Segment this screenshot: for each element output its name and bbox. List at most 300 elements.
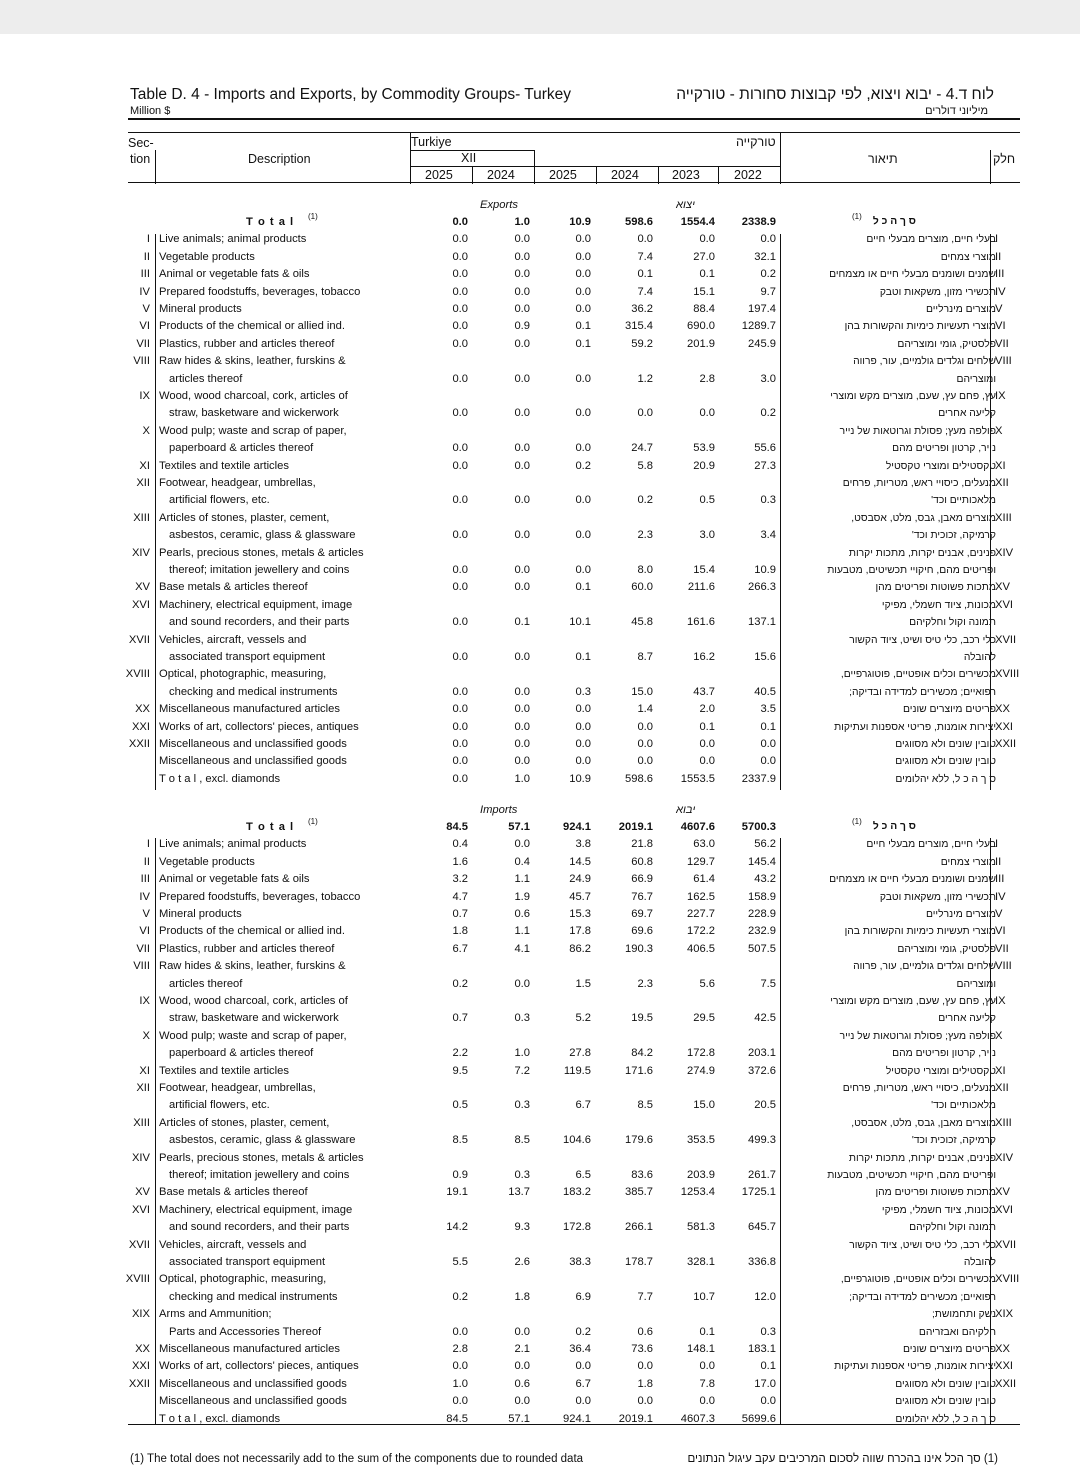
row-description: Machinery, electrical equipment, image: [159, 1203, 353, 1216]
row-description: Pearls, precious stones, metals & articles: [159, 1151, 364, 1164]
cell-value: 0.0: [452, 529, 468, 542]
cell-value: 0.3: [760, 1325, 776, 1338]
row-description-hebrew: פריטים מיוצרים שונים: [903, 1344, 996, 1355]
section-number-hebrew: XIV: [995, 546, 1014, 559]
cell-value: 10.9: [569, 772, 591, 785]
section-number-hebrew: V: [995, 908, 1003, 920]
row-description: and sound recorders, and their parts: [169, 616, 350, 629]
row-description-hebrew: מכשירים וכלים אופטיים, פוטוגרפיים,: [840, 669, 996, 681]
section-number: XX: [135, 703, 150, 716]
section-number-hebrew: X: [995, 424, 1003, 437]
cell-value: 1289.7: [741, 320, 776, 333]
cell-value: 0.0: [514, 250, 530, 263]
cell-value: 1.2: [637, 372, 653, 385]
section-number: IX: [139, 995, 150, 1007]
cell-value: 203.1: [748, 1047, 776, 1060]
cell-value: 0.0: [575, 1395, 591, 1408]
cell-value: 0.0: [452, 442, 468, 455]
cell-value: 0.3: [760, 494, 776, 507]
cell-value: 86.2: [569, 942, 591, 955]
cell-value: 59.2: [631, 337, 653, 350]
header-divider: [472, 166, 473, 184]
cell-value: 0.0: [452, 738, 468, 750]
cell-value: 53.9: [693, 442, 715, 455]
section-number-hebrew: XV: [995, 581, 1010, 594]
cell-value: 0.0: [575, 285, 591, 298]
cell-value: 336.8: [748, 1256, 776, 1268]
section-number-hebrew: V: [995, 303, 1003, 315]
cell-value: 119.5: [563, 1064, 591, 1077]
cell-value: 84.5: [446, 1412, 468, 1425]
row-description-hebrew: יצירות אומנות, פריטי אספנות ועתיקות: [834, 721, 996, 733]
cell-value: 9.3: [514, 1221, 530, 1234]
cell-value: 0.0: [452, 685, 468, 698]
cell-value: 0.0: [452, 233, 468, 246]
row-description: Mineral products: [159, 303, 242, 315]
cell-value: 0.0: [452, 616, 468, 629]
footnote-marker: (1): [852, 817, 862, 826]
section-number-hebrew: IX: [995, 995, 1006, 1007]
row-description: Base metals & articles thereof: [159, 581, 308, 594]
row-description-hebrew: ופריטים מהם, חיקויי תכשיטים, מטבעות: [827, 565, 996, 576]
section-number: X: [142, 424, 150, 437]
section-number: XVII: [128, 1238, 150, 1251]
row-description: Articles of stones, plaster, cement,: [159, 511, 330, 524]
hebrew-column-rule: [780, 838, 781, 1424]
cell-value: 315.4: [625, 320, 653, 333]
cell-value: 137.1: [748, 616, 776, 629]
section-number: XIV: [131, 546, 150, 559]
cell-value: 7.8: [699, 1377, 715, 1390]
section-number: XVI: [131, 1203, 150, 1216]
row-description-hebrew: נייר, קרטון ופריטים מהם: [892, 443, 996, 455]
cell-value: 0.0: [452, 285, 468, 298]
cell-value: 261.7: [748, 1169, 776, 1181]
cell-value: 499.3: [748, 1134, 776, 1147]
row-description: thereof; imitation jewellery and coins: [169, 564, 350, 576]
cell-value: 227.7: [687, 908, 715, 920]
section-number-hebrew: II: [995, 855, 1002, 868]
row-description-hebrew: ס ך ה כ ל, ללא יהלומים: [895, 1413, 996, 1425]
cell-value: 190.3: [625, 942, 653, 955]
cell-value: 1.8: [514, 1290, 530, 1303]
cell-value: 690.0: [687, 320, 715, 333]
row-description: Machinery, electrical equipment, image: [159, 598, 353, 611]
row-description-hebrew: עץ, פחם עץ, שעם, מוצרים מקש ומוצרי: [830, 996, 996, 1007]
row-description: T o t a l , excl. diamonds: [159, 772, 281, 785]
cell-value: 29.5: [693, 1012, 715, 1025]
cell-value: 2337.9: [741, 772, 776, 785]
cell-value: 1725.1: [741, 1186, 776, 1199]
section-column-rule: [155, 234, 156, 790]
cell-value: 0.4: [452, 838, 468, 851]
cell-value: 0.0: [514, 703, 530, 716]
year-header: 2024: [487, 168, 515, 182]
row-description: Miscellaneous and unclassified goods: [159, 1395, 347, 1408]
row-description: Prepared foodstuffs, beverages, tobacco: [159, 890, 361, 903]
cell-value: 158.9: [748, 890, 776, 903]
row-description-hebrew: ופריטים מהם, חיקויי תכשיטים, מטבעות: [827, 1170, 996, 1181]
section-number-hebrew: III: [995, 873, 1005, 886]
row-description-hebrew: מתכות פשוטות ופריטים מהן: [875, 1187, 996, 1199]
cell-value: 0.5: [699, 494, 715, 507]
row-description-hebrew: תמונה וקול וחלקיהם: [909, 1222, 996, 1234]
cell-value: 10.9: [754, 564, 776, 576]
row-description-hebrew: פנינים, אבנים יקרות, מתכות יקרות: [848, 1152, 996, 1164]
row-description-hebrew: שמנים ושומנים מבעלי חיים או מצמחים: [829, 269, 996, 281]
row-description: Live animals; animal products: [159, 838, 307, 851]
cell-value: 0.0: [637, 233, 653, 246]
section-number-hebrew: XI: [995, 1064, 1006, 1077]
row-description-hebrew: מוצרים מינרליים: [925, 909, 996, 920]
section-number: VII: [136, 942, 150, 955]
section-number: XXI: [131, 1360, 150, 1373]
header-divider: [596, 166, 597, 184]
row-description-hebrew: להובלה: [963, 652, 996, 663]
cell-value: 0.0: [575, 564, 591, 576]
cell-value: 266.3: [748, 581, 776, 594]
row-description: Miscellaneous manufactured articles: [159, 1343, 340, 1355]
section-number-hebrew: XVIII: [995, 668, 1020, 681]
cell-value: 2.6: [514, 1256, 530, 1268]
cell-value: 19.1: [446, 1186, 468, 1199]
row-description-hebrew: נייר, קרטון ופריטים מהם: [892, 1048, 996, 1060]
row-description-hebrew: מוצרי תעשיות כימיות והקשורות בהן: [844, 321, 996, 333]
total-value: 1.0: [514, 216, 530, 228]
cell-value: 0.0: [575, 303, 591, 315]
row-description: Wood, wood charcoal, cork, articles of: [159, 390, 348, 402]
total-value: 924.1: [563, 821, 591, 833]
cell-value: 9.7: [760, 285, 776, 298]
cell-value: 8.0: [637, 564, 653, 576]
row-description-hebrew: טובין שונים ולא מסווגים: [895, 739, 996, 750]
header-divider: [658, 166, 659, 184]
cell-value: 172.8: [687, 1047, 715, 1060]
row-description-hebrew: ס ך ה כ ל, ללא יהלומים: [895, 773, 996, 785]
row-description-hebrew: שמנים ושומנים מבעלי חיים או מצמחים: [829, 874, 996, 886]
cell-value: 179.6: [625, 1134, 653, 1147]
cell-value: 0.0: [575, 738, 591, 750]
cell-value: 0.2: [760, 268, 776, 281]
table-title: Table D. 4 - Imports and Exports, by Commodity Groups- Turkey: [130, 86, 572, 103]
row-description-hebrew: מוצרי צמחים: [940, 856, 996, 868]
cell-value: 0.1: [760, 720, 776, 733]
cell-value: 3.5: [760, 703, 776, 716]
cell-value: 1.1: [514, 873, 530, 886]
section-header: tion: [130, 152, 151, 166]
cell-value: 17.0: [754, 1377, 776, 1390]
row-description: straw, basketware and wickerwork: [169, 407, 339, 420]
cell-value: 0.0: [575, 268, 591, 281]
cell-value: 4607.3: [680, 1412, 715, 1425]
footnote: (1) The total does not necessarily add to the sum of the components due to rounded data: [130, 1453, 584, 1465]
row-description: Wood pulp; waste and scrap of paper,: [159, 424, 347, 437]
section-number: XII: [136, 1082, 150, 1094]
cell-value: 56.2: [754, 838, 776, 851]
cell-value: 104.6: [563, 1134, 591, 1147]
cell-value: 7.4: [637, 250, 653, 263]
row-description-hebrew: ומוצריהם: [956, 373, 996, 385]
row-description-hebrew: טובין שונים ולא מסווגים: [895, 1396, 996, 1408]
cell-value: 5.8: [637, 459, 653, 472]
row-description-hebrew: בעלי חיים, מוצרים מבעלי חיים: [866, 234, 996, 246]
cell-value: 0.2: [760, 407, 776, 420]
cell-value: 2.3: [637, 977, 653, 990]
row-description-hebrew: קרמיקה, זכוכית וכד': [911, 1135, 996, 1147]
cell-value: 0.6: [514, 1377, 530, 1390]
total-label: T o t a l: [246, 216, 295, 228]
row-description: Footwear, headgear, umbrellas,: [159, 477, 316, 489]
cell-value: 0.0: [637, 738, 653, 750]
country-header-hebrew: טורקייה: [736, 135, 776, 149]
cell-value: 3.0: [699, 529, 715, 542]
cell-value: 45.8: [631, 616, 653, 629]
cell-value: 0.0: [452, 581, 468, 594]
cell-value: 0.0: [514, 459, 530, 472]
cell-value: 228.9: [748, 908, 776, 920]
cell-value: 0.6: [514, 908, 530, 920]
cell-value: 0.6: [637, 1325, 653, 1338]
cell-value: 8.5: [637, 1099, 653, 1112]
cell-value: 32.1: [754, 250, 776, 263]
cell-value: 0.0: [575, 1360, 591, 1373]
row-description: Footwear, headgear, umbrellas,: [159, 1082, 316, 1094]
row-description: checking and medical instruments: [169, 685, 338, 698]
section-number-hebrew: VIII: [995, 355, 1012, 368]
cell-value: 7.5: [760, 977, 776, 990]
cell-value: 0.0: [452, 372, 468, 385]
cell-value: 0.0: [575, 703, 591, 716]
cell-value: 0.0: [699, 738, 715, 750]
row-description-hebrew: מלאכותיים וכד': [931, 495, 996, 507]
cell-value: 36.2: [631, 303, 653, 315]
row-description-hebrew: כלי רכב, כלי טיס ושיט, ציוד הקשור: [849, 634, 996, 646]
cell-value: 0.0: [637, 755, 653, 768]
total-value: 0.0: [452, 216, 468, 228]
row-description-hebrew: תכשירי מזון, משקאות וטבק: [879, 891, 996, 903]
month-header: XII: [461, 151, 477, 165]
cell-value: 0.0: [575, 250, 591, 263]
year-header: 2023: [672, 168, 700, 182]
section-number-hebrew: VII: [995, 337, 1009, 350]
cell-value: 645.7: [748, 1221, 776, 1234]
section-number: XV: [135, 581, 150, 594]
cell-value: 0.0: [514, 755, 530, 768]
row-description: associated transport equipment: [169, 651, 326, 663]
cell-value: 83.6: [631, 1169, 653, 1181]
footnote-marker: (1): [308, 212, 318, 221]
row-description-hebrew: שלחים וגלדים גולמיים, עור, פרווה: [853, 961, 996, 973]
cell-value: 6.5: [575, 1169, 591, 1181]
cell-value: 0.0: [760, 738, 776, 750]
cell-value: 372.6: [748, 1064, 776, 1077]
row-description: articles thereof: [169, 977, 243, 990]
cell-value: 0.0: [514, 838, 530, 851]
row-description-hebrew: קליעה אחרים: [938, 1013, 996, 1025]
cell-value: 0.1: [760, 1360, 776, 1373]
cell-value: 2.2: [452, 1047, 468, 1060]
cell-value: 7.7: [637, 1290, 653, 1303]
row-description-hebrew: מנעלים, כיסויי ראש, מטריות, פרחים: [842, 1083, 996, 1094]
section-number: XXI: [131, 720, 150, 733]
title-underline: [128, 118, 1020, 120]
cell-value: 43.2: [754, 873, 776, 886]
cell-value: 0.0: [452, 268, 468, 281]
row-description: Vehicles, aircraft, vessels and: [159, 1238, 307, 1251]
table-title-hebrew: לוח ד.4 - יבוא ויצוא, לפי קבוצות סחורות - טורקייה: [676, 86, 994, 103]
cell-value: 0.0: [452, 303, 468, 315]
section-number: XXII: [128, 738, 150, 750]
row-description-hebrew: נשק ותחמושת;: [931, 1309, 996, 1321]
cell-value: 15.6: [754, 651, 776, 663]
cell-value: 4.7: [452, 890, 468, 903]
cell-value: 0.0: [514, 651, 530, 663]
cell-value: 0.0: [452, 564, 468, 576]
year-header: 2025: [425, 168, 453, 182]
row-description-hebrew: מוצרים מינרליים: [925, 304, 996, 315]
total-value: 57.1: [508, 821, 530, 833]
cell-value: 171.6: [625, 1064, 653, 1077]
section-number: VIII: [133, 355, 150, 368]
row-description-hebrew: קרמיקה, זכוכית וכד': [911, 530, 996, 542]
cell-value: 6.7: [575, 1099, 591, 1112]
cell-value: 0.0: [514, 285, 530, 298]
section-number: I: [146, 838, 150, 851]
row-description: Parts and Accessories Thereof: [169, 1325, 322, 1338]
section-number-hebrew: XIX: [995, 1308, 1014, 1321]
cell-value: 0.0: [514, 581, 530, 594]
cell-value: 69.7: [631, 908, 653, 920]
cell-value: 13.7: [508, 1186, 530, 1199]
cell-value: 1.6: [452, 855, 468, 868]
cell-value: 7.2: [514, 1064, 530, 1077]
section-number-hebrew: XIII: [995, 511, 1012, 524]
cell-value: 0.0: [514, 1360, 530, 1373]
row-description-hebrew: כלי רכב, כלי טיס ושיט, ציוד הקשור: [849, 1239, 996, 1251]
row-description: Raw hides & skins, leather, furskins &: [159, 960, 346, 973]
row-description: associated transport equipment: [169, 1256, 326, 1268]
total-label: T o t a l: [246, 821, 295, 833]
cell-value: 0.1: [514, 616, 530, 629]
row-description: Plastics, rubber and articles thereof: [159, 337, 335, 350]
cell-value: 15.3: [569, 908, 591, 920]
cell-value: 172.2: [687, 925, 715, 938]
cell-value: 0.0: [514, 1325, 530, 1338]
cell-value: 0.0: [699, 233, 715, 246]
cell-value: 0.9: [514, 320, 530, 333]
section-number: VI: [139, 320, 150, 333]
row-description-hebrew: מוצרים מאבן, גבס, מלט, אסבסט,: [851, 512, 996, 524]
cell-value: 15.4: [693, 564, 715, 576]
cell-value: 60.8: [631, 855, 653, 868]
row-description: Miscellaneous and unclassified goods: [159, 1377, 347, 1390]
section-number: XVII: [128, 633, 150, 646]
cell-value: 162.5: [687, 890, 715, 903]
cell-value: 201.9: [687, 337, 715, 350]
row-description: Prepared foodstuffs, beverages, tobacco: [159, 285, 361, 298]
cell-value: 0.0: [760, 233, 776, 246]
section-number-hebrew: VI: [995, 925, 1006, 938]
cell-value: 0.0: [760, 1395, 776, 1408]
section-number-hebrew: XVI: [995, 598, 1014, 611]
cell-value: 2.8: [452, 1343, 468, 1355]
row-description: and sound recorders, and their parts: [169, 1221, 350, 1234]
section-number: XIV: [131, 1151, 150, 1164]
header-divider: [780, 132, 781, 184]
row-description: Products of the chemical or allied ind.: [159, 320, 345, 333]
cell-value: 3.8: [575, 838, 591, 851]
cell-value: 1553.5: [680, 772, 715, 785]
section-number-hebrew: III: [995, 268, 1005, 281]
section-number: XVIII: [125, 668, 150, 681]
row-description: Textiles and textile articles: [159, 459, 289, 472]
cell-value: 0.1: [575, 651, 591, 663]
cell-value: 10.1: [569, 616, 591, 629]
section-number: III: [140, 873, 150, 886]
section-number: II: [143, 250, 150, 263]
header-divider: [155, 150, 156, 184]
cell-value: 0.0: [452, 1360, 468, 1373]
cell-value: 19.5: [631, 1012, 653, 1025]
section-number: IX: [139, 390, 150, 402]
row-description: Live animals; animal products: [159, 233, 307, 246]
cell-value: 266.1: [625, 1221, 653, 1234]
row-description-hebrew: מכשירים וכלים אופטיים, פוטוגרפיים,: [840, 1274, 996, 1286]
section-number: IV: [139, 890, 150, 903]
row-description: Articles of stones, plaster, cement,: [159, 1116, 330, 1129]
section-number-hebrew: XXII: [995, 1377, 1017, 1390]
cell-value: 24.9: [569, 873, 591, 886]
cell-value: 0.0: [452, 651, 468, 663]
cell-value: 328.1: [687, 1256, 715, 1268]
row-description-hebrew: עץ, פחם עץ, שעם, מוצרים מקש ומוצרי: [830, 391, 996, 402]
cell-value: 1.9: [514, 890, 530, 903]
section-number-hebrew: XX: [995, 703, 1010, 716]
cell-value: 5699.6: [741, 1412, 776, 1425]
cell-value: 57.1: [508, 1412, 530, 1425]
row-description: Vegetable products: [159, 855, 255, 868]
cell-value: 0.0: [514, 442, 530, 455]
cell-value: 40.5: [754, 685, 776, 698]
section-number-hebrew: XXI: [995, 1360, 1014, 1373]
row-description: Raw hides & skins, leather, furskins &: [159, 355, 346, 368]
cell-value: 5.6: [699, 977, 715, 990]
section-number-hebrew: IX: [995, 390, 1006, 402]
cell-value: 0.0: [575, 372, 591, 385]
cell-value: 2.3: [637, 529, 653, 542]
cell-value: 0.0: [452, 337, 468, 350]
cell-value: 197.4: [748, 303, 776, 315]
total-value: 4607.6: [680, 821, 715, 833]
cell-value: 245.9: [748, 337, 776, 350]
cell-value: 0.0: [514, 720, 530, 733]
row-description-hebrew: טובין שונים ולא מסווגים: [895, 756, 996, 768]
cell-value: 1.8: [637, 1377, 653, 1390]
section-number-hebrew: VIII: [995, 960, 1012, 973]
cell-value: 0.0: [452, 755, 468, 768]
cell-value: 0.0: [514, 529, 530, 542]
cell-value: 1.0: [514, 772, 530, 785]
cell-value: 0.0: [514, 977, 530, 990]
row-description-hebrew: פלסטיק, גומי ומוצריהם: [897, 338, 996, 350]
cell-value: 406.5: [687, 942, 715, 955]
row-description-hebrew: פלסטיק, גומי ומוצריהם: [897, 943, 996, 955]
row-description: Animal or vegetable fats & oils: [159, 873, 310, 886]
cell-value: 0.1: [575, 581, 591, 594]
section-number: VIII: [133, 960, 150, 973]
row-description: asbestos, ceramic, glass & glassware: [169, 1134, 356, 1147]
cell-value: 0.0: [452, 459, 468, 472]
